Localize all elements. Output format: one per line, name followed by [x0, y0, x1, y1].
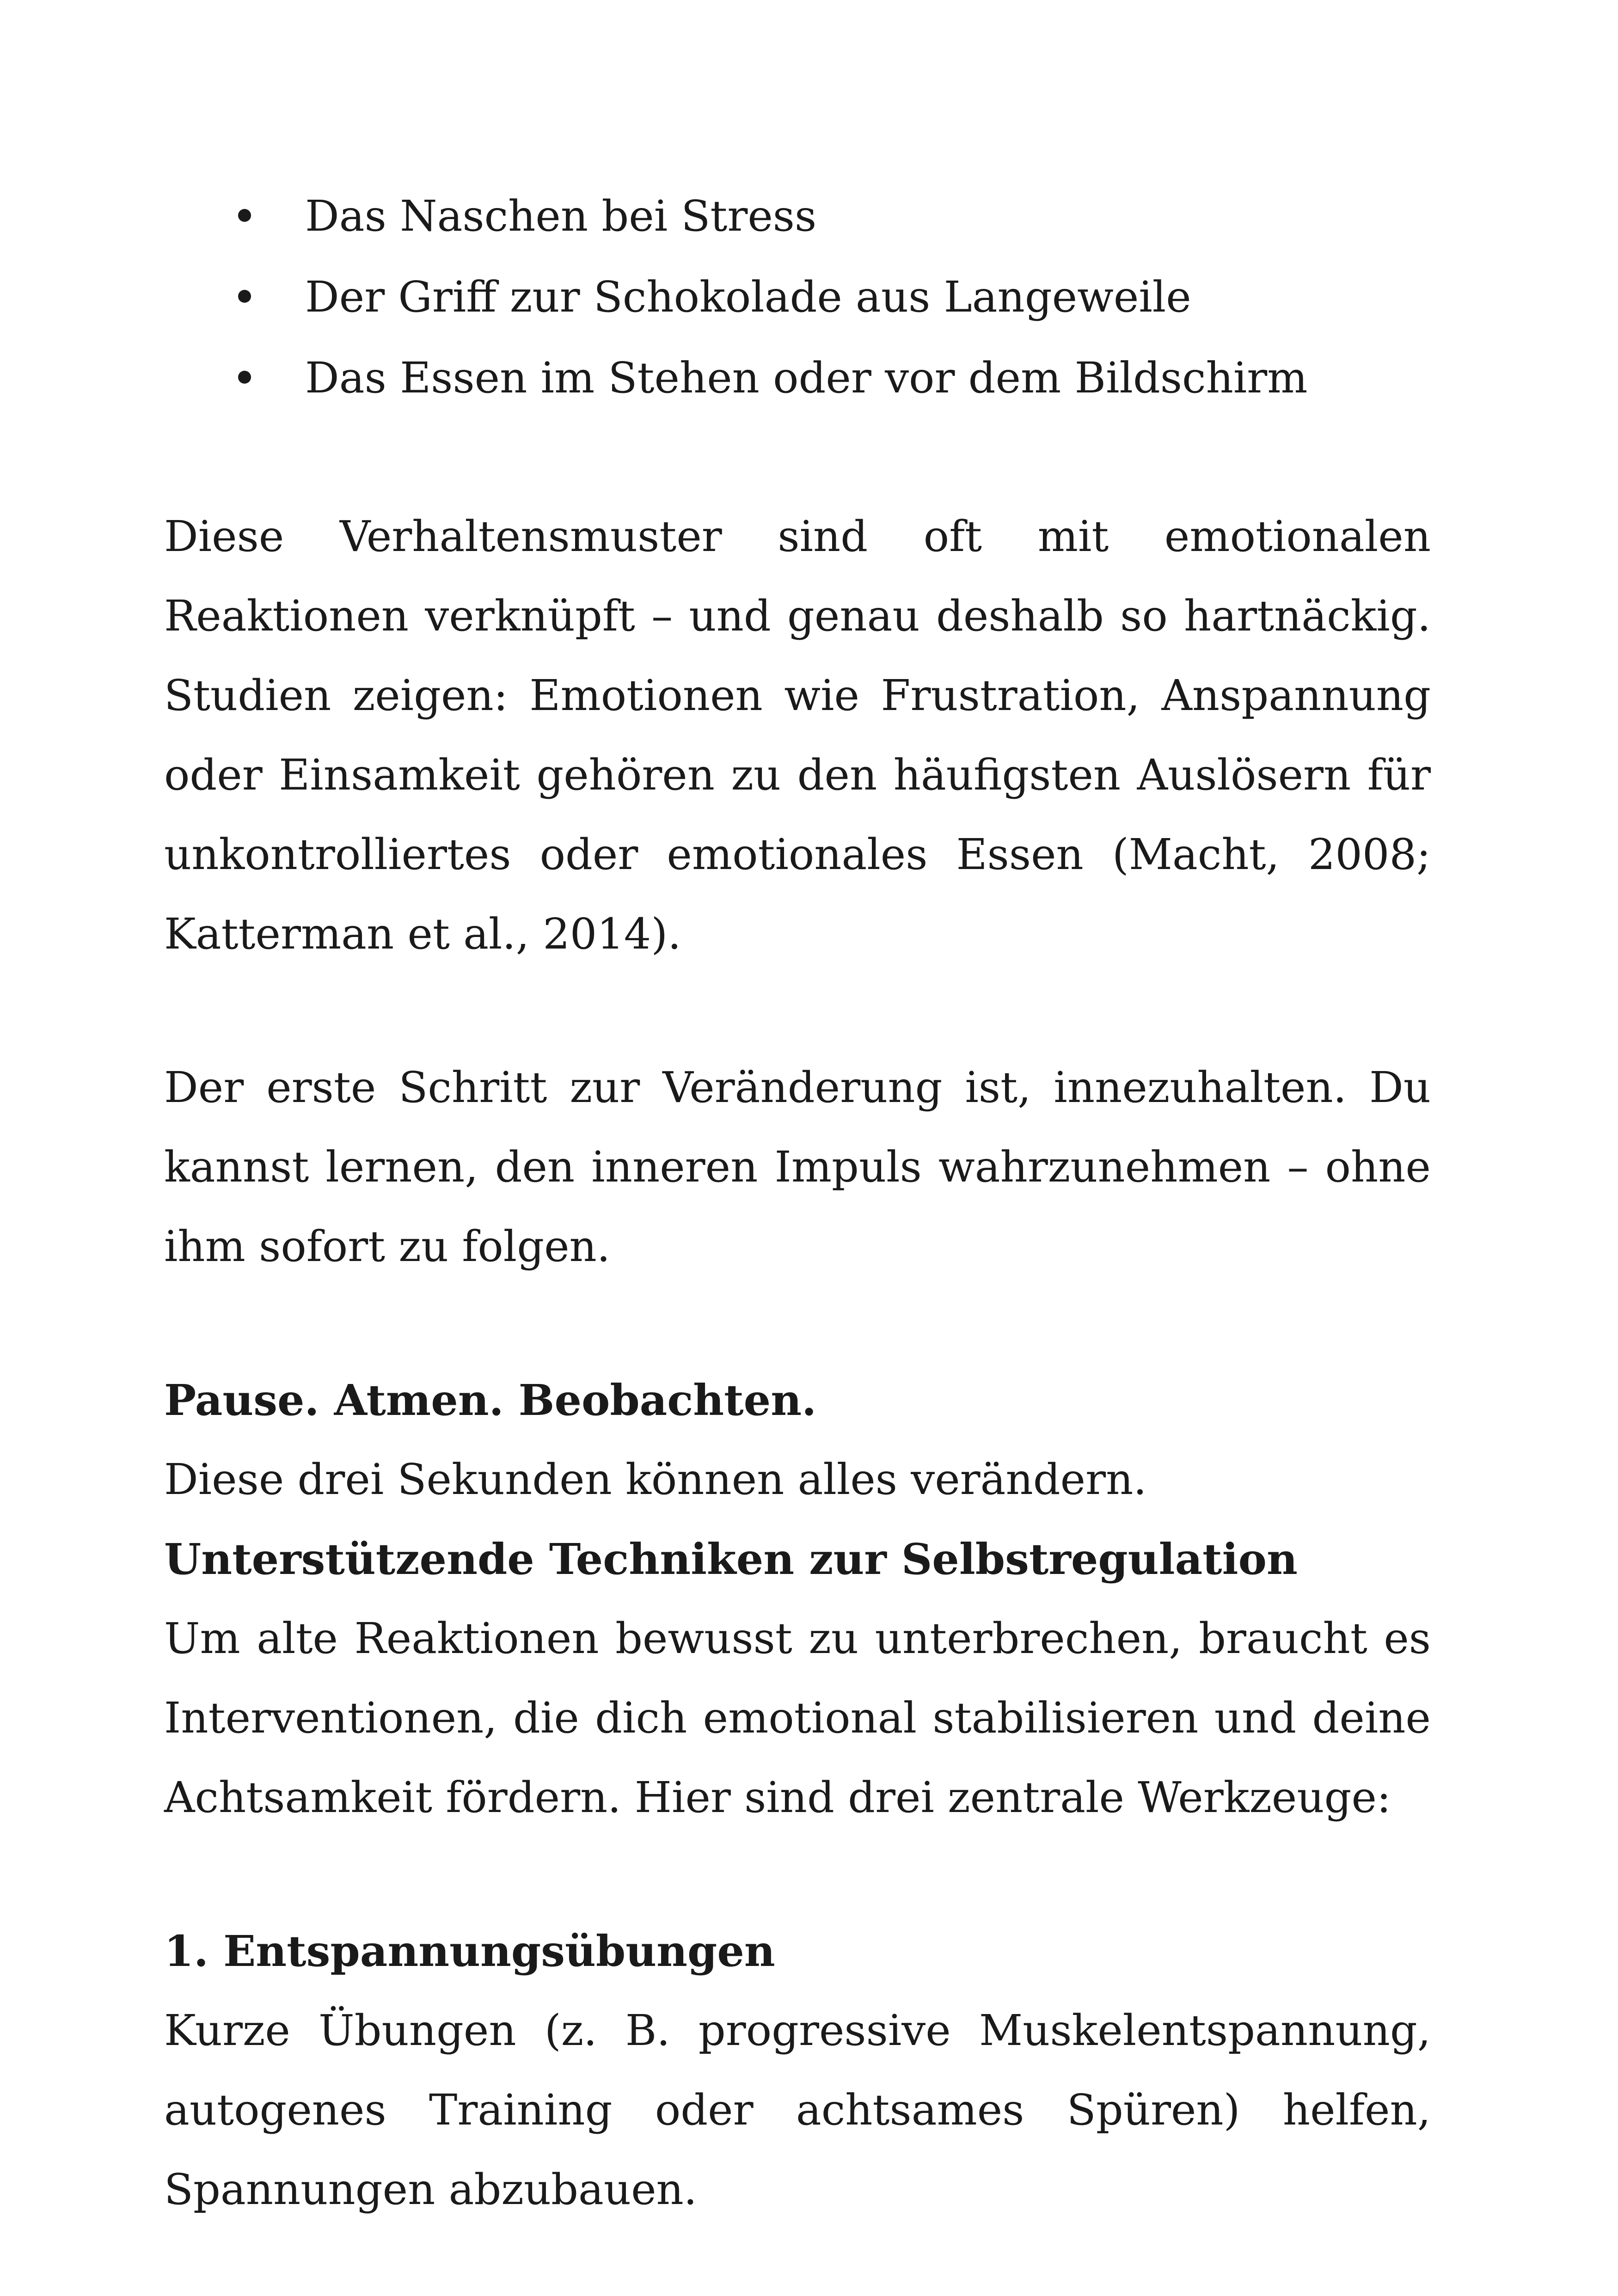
paragraph-first-step: Der erste Schritt zur Veränderung ist, innezuhalten. Du kannst lernen, den inneren Impuls wahrzunehmen – ohne ihm sofort zu folgen. — [164, 1063, 1431, 1271]
bullet-icon — [238, 290, 251, 303]
bullet-list — [164, 176, 1431, 418]
paragraph-emotions: Diese Verhaltensmuster sind oft mit emotionalen Reaktionen verknüpft – und genau deshalb so hartnäckig. Studien zeigen: Emotionen wie Frustration, Anspannung oder Einsamkeit gehören zu den häufigsten Auslösern für unkontrolliertes oder emotionales Essen (Macht, 2008; Katterman et al., 2014). — [164, 512, 1431, 959]
list-item-text: Der Griff zur Schokolade aus Langeweile — [305, 272, 1191, 322]
document-page — [164, 176, 1431, 2229]
list-item-text: Das Naschen bei Stress — [305, 191, 817, 241]
pause-text: Diese drei Sekunden können alles verändern. — [164, 1455, 1147, 1504]
pause-heading: Pause. Atmen. Beobachten. — [164, 1375, 817, 1425]
techniques-paragraph: Um alte Reaktionen bewusst zu unterbrechen, braucht es Interventionen, die dich emotional stabilisieren und deine Achtsamkeit fördern. Hier sind drei zentrale Werkzeuge: — [164, 1614, 1431, 1822]
list-item — [164, 337, 1431, 418]
list-item — [164, 176, 1431, 257]
list-item-text: Das Essen im Stehen oder vor dem Bildschirm — [305, 353, 1308, 403]
list-item — [164, 257, 1431, 337]
section-text-relaxation: Kurze Übungen (z. B. progressive Muskelentspannung, autogenes Training oder achtsames Spüren) helfen, Spannungen abzubauen. — [164, 2006, 1431, 2214]
section-heading-relaxation: 1. Entspannungsübungen — [164, 1926, 775, 1976]
bullet-icon — [238, 209, 251, 222]
techniques-heading: Unterstützende Techniken zur Selbstregulation — [164, 1534, 1298, 1584]
bullet-icon — [238, 371, 251, 384]
